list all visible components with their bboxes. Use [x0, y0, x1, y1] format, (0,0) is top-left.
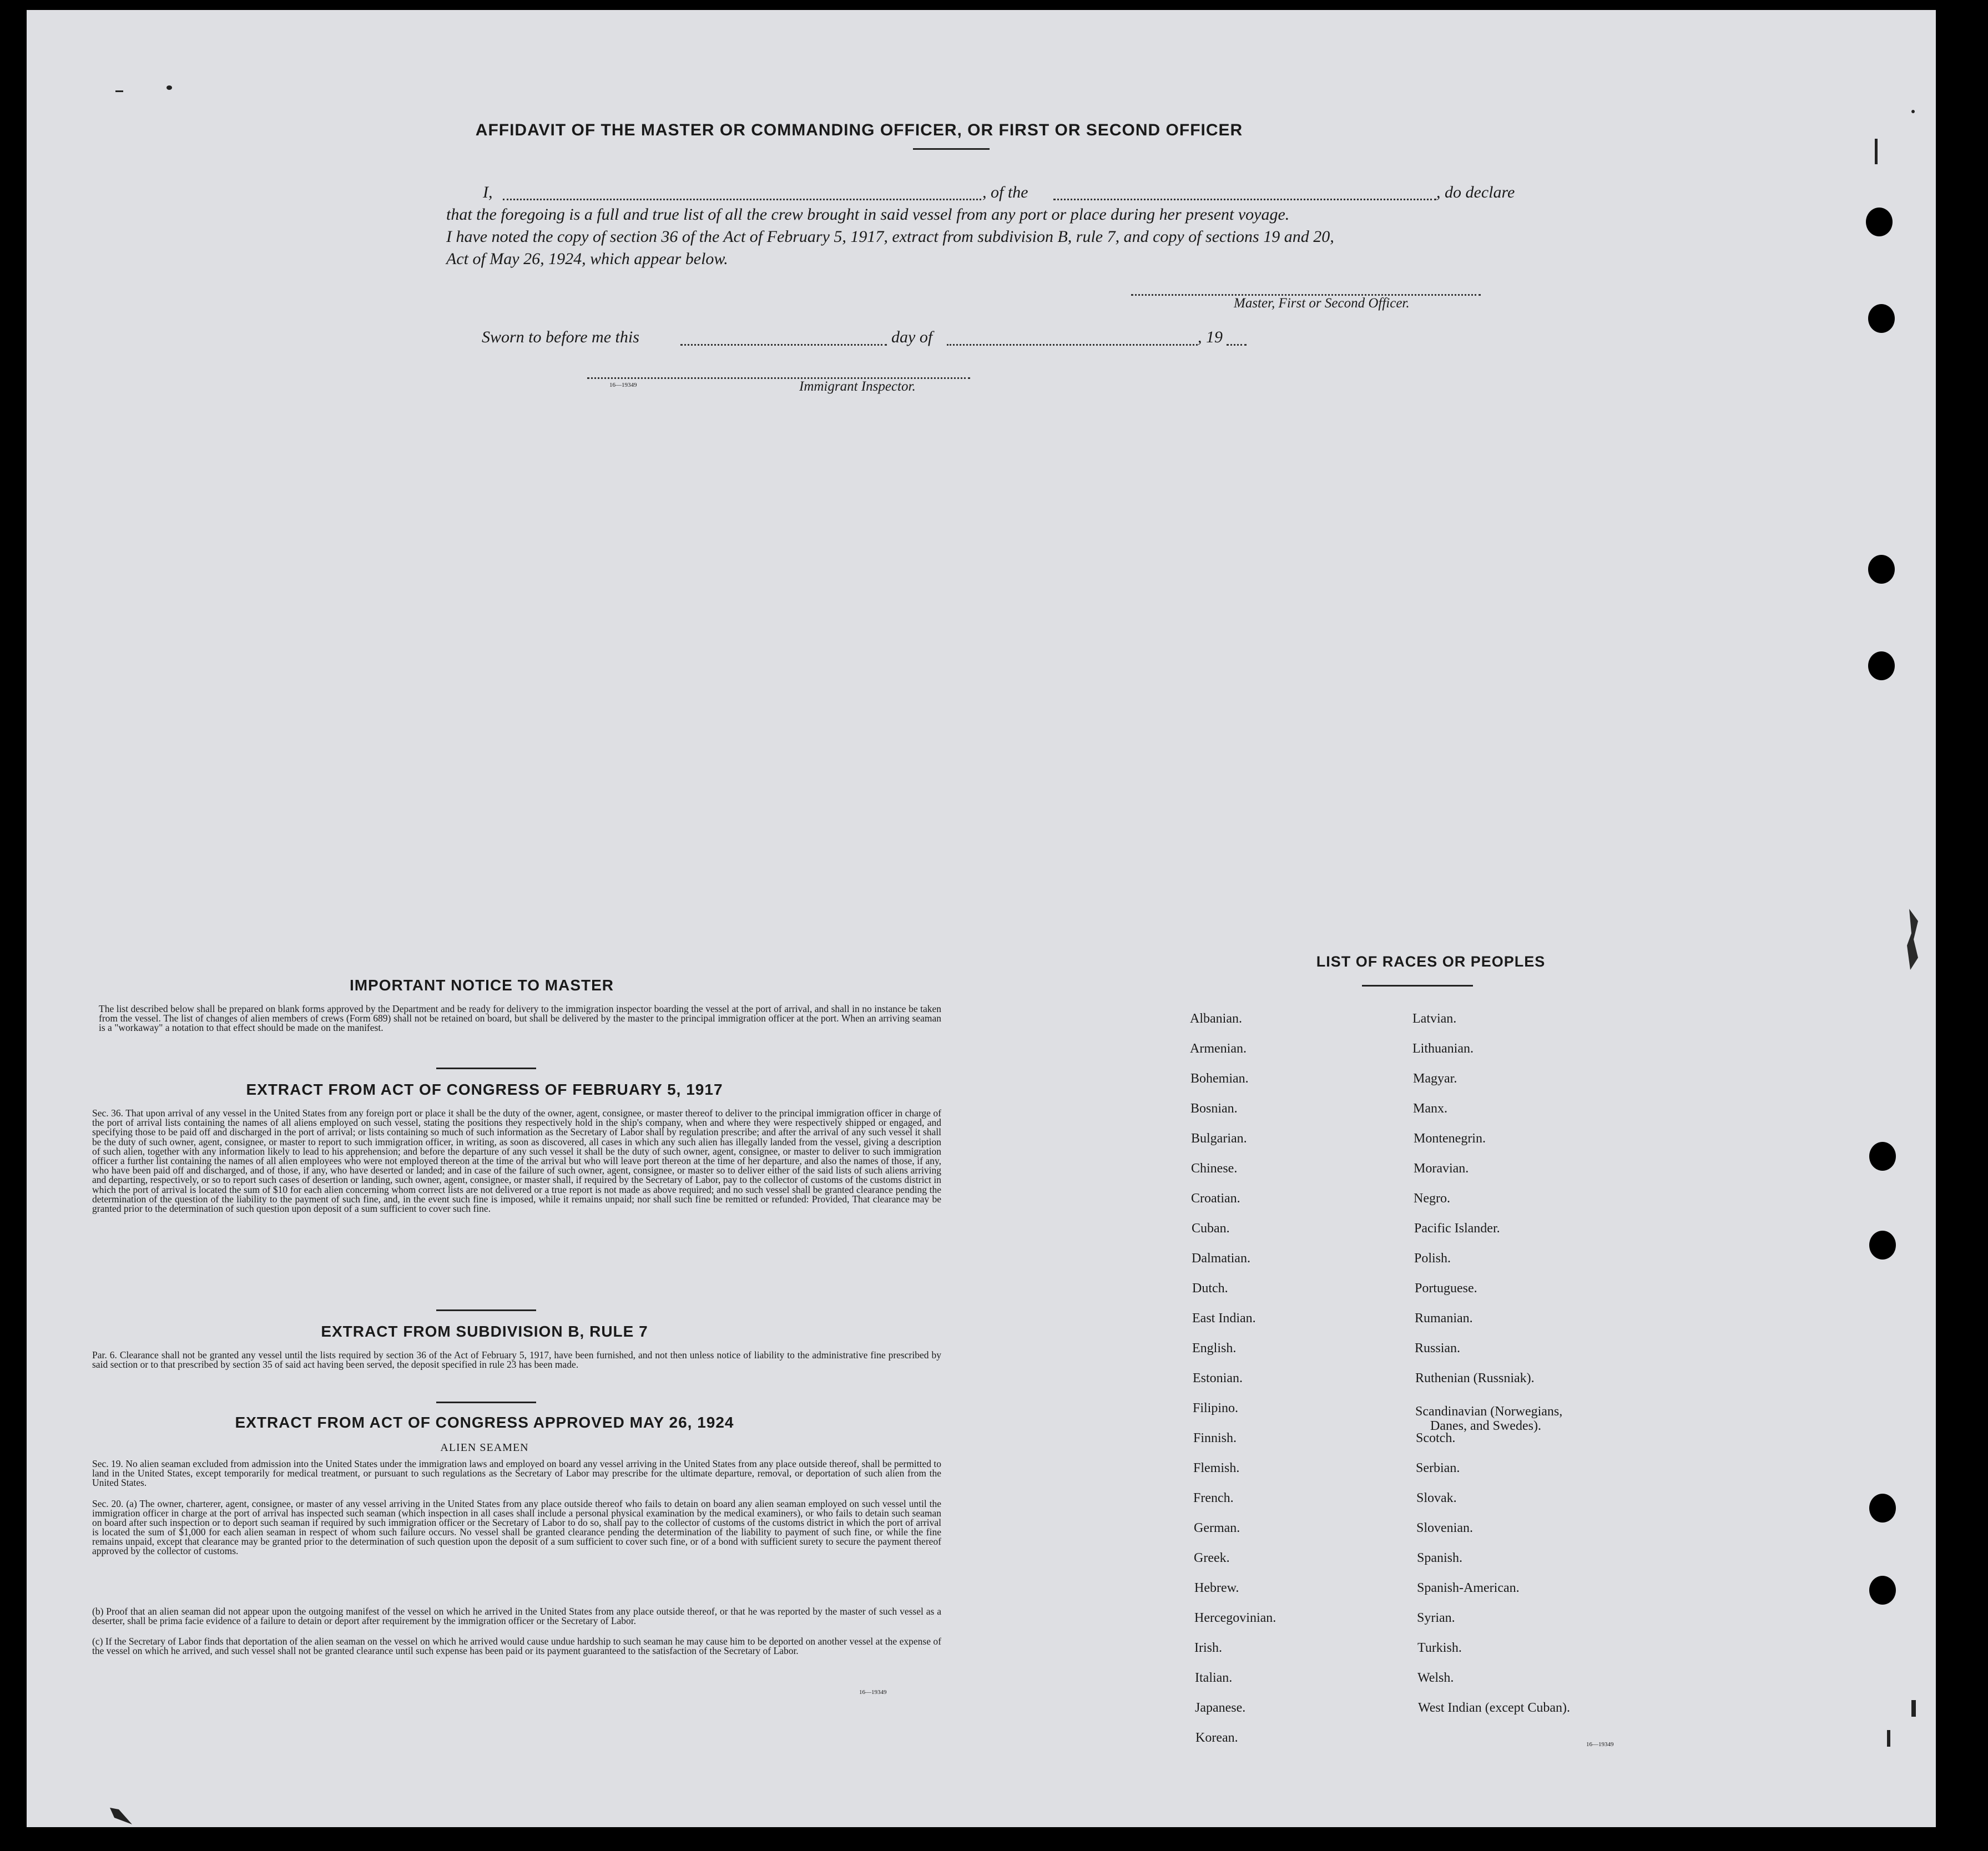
race-item: Lithuanian.	[1412, 1041, 1474, 1056]
race-item: Pacific Islander.	[1414, 1221, 1500, 1236]
scan-speck	[115, 90, 123, 92]
race-item: Russian.	[1415, 1341, 1461, 1356]
races-title: LIST OF RACES OR PEOPLES	[1316, 953, 1546, 970]
race-item: Filipino.	[1193, 1401, 1239, 1415]
race-item: Magyar.	[1413, 1071, 1457, 1086]
extract-1917-title: EXTRACT FROM ACT OF CONGRESS OF FEBRUARY 5, 1917	[246, 1081, 723, 1098]
race-item: Hebrew.	[1194, 1581, 1239, 1595]
affidavit-i-label: I,	[483, 183, 493, 201]
punch-hole	[1869, 1576, 1896, 1605]
race-item: East Indian.	[1192, 1311, 1256, 1326]
race-item: West Indian (except Cuban).	[1418, 1701, 1570, 1715]
form-number-bottom-left: 16—19349	[859, 1689, 887, 1696]
sworn-day-blank[interactable]	[680, 332, 887, 346]
rule-7-title: EXTRACT FROM SUBDIVISION B, RULE 7	[321, 1323, 648, 1340]
race-item: Bosnian.	[1190, 1101, 1238, 1116]
affidavit-title: AFFIDAVIT OF THE MASTER OR COMMANDING OFFICER, OR FIRST OR SECOND OFFICER	[475, 121, 1243, 139]
race-item: Montenegrin.	[1414, 1131, 1486, 1146]
sec-20c-text: (c) If the Secretary of Labor finds that deportation of the alien seaman on the vessel on which he arrived would cause undue hardship to such seaman he may cause him to be deported on another vessel at the expense of the vessel on which he arrived, and such vessel shall not be granted clearance until such expense has been paid or its payment guaranteed to the satisfaction of the Secretary of Labor.	[92, 1636, 941, 1656]
inspector-caption: Immigrant Inspector.	[799, 379, 916, 394]
race-item: Dutch.	[1192, 1281, 1228, 1296]
divider-3	[436, 1402, 536, 1403]
extract-1924-title: EXTRACT FROM ACT OF CONGRESS APPROVED MAY 26, 1924	[235, 1414, 734, 1431]
races-divider	[1362, 985, 1473, 987]
alien-seamen-subtitle: ALIEN SEAMEN	[440, 1442, 529, 1454]
race-item: Hercegovinian.	[1194, 1611, 1276, 1625]
year-label: , 19	[1198, 328, 1223, 346]
race-item: Slovak.	[1416, 1491, 1457, 1505]
race-item: Flemish.	[1193, 1461, 1240, 1475]
form-page	[27, 10, 1936, 1827]
notice-body: The list described below shall be prepared on blank forms approved by the Department and be ready for delivery to the immigration inspector boarding the vessel at the port of arrival, and shall in no instance be taken from the vessel. The list of changes of alien members of crews (Form 689) shall not be retained on board, but shall be delivered by the master to the principal immigration officer at the port. When an arriving seaman is a "workaway" a notation to that effect should be made on the manifest.	[99, 1003, 941, 1033]
race-item: Scotch.	[1416, 1431, 1456, 1445]
race-item: German.	[1194, 1521, 1240, 1535]
race-item: Spanish-American.	[1417, 1581, 1520, 1595]
vessel-blank-line[interactable]	[1053, 186, 1436, 200]
race-item: Moravian.	[1414, 1161, 1469, 1176]
scan-mark	[1887, 1730, 1890, 1747]
sec-19-text: Sec. 19. No alien seaman excluded from admission into the United States under the immigration laws and employed on board any vessel arriving in the United States from any place outside thereof, shall be permitted to land in the United States, except temporarily for medical treatment, or pursuant to such regulations as the Secretary of Labor may prescribe for the ultimate departure, removal, or deportation of such alien from the United States.	[92, 1458, 941, 1488]
race-item: Armenian.	[1190, 1041, 1247, 1056]
race-item: Rumanian.	[1415, 1311, 1473, 1326]
year-blank[interactable]	[1227, 332, 1247, 346]
day-of-label: day of	[891, 328, 933, 346]
punch-hole	[1866, 208, 1893, 236]
sworn-label: Sworn to before me this	[482, 328, 639, 346]
affidavit-line-2: that the foregoing is a full and true list of all the crew brought in said vessel from any port or place during her present voyage.	[446, 205, 1290, 224]
inspector-signature-line[interactable]	[587, 371, 970, 379]
scan-mark	[110, 1808, 132, 1824]
race-item: Syrian.	[1417, 1611, 1455, 1625]
race-item: Spanish.	[1417, 1551, 1463, 1565]
affidavit-of-the: , of the	[982, 183, 1028, 201]
race-item: Chinese.	[1191, 1161, 1238, 1176]
scan-mark	[1907, 909, 1918, 970]
punch-hole	[1868, 651, 1895, 680]
punch-hole	[1869, 1231, 1896, 1260]
race-item: Latvian.	[1412, 1012, 1457, 1026]
sec-20a-text: Sec. 20. (a) The owner, charterer, agent, consignee, or master of any vessel arriving in the United States from any place outside thereof who fails to detain on board any alien seaman employed on such vessel until the immigration officer in charge at the port of arrival has inspected such seaman (which inspection in all cases shall include a personal physical examination by the medical examiners), or who fails to detain such seaman on board after such inspection or to deport such seaman if required by such immigration officer or the Secretary of Labor to do so, shall pay to the collector of customs of the customs district in which the port of arrival is located the sum of $1,000 for each alien seaman in respect of whom such failure occurs. No vessel shall be granted clearance pending the determination of the liability to payment of such fine, or while the fine remains unpaid, except that clearance may be granted prior to the determination of such question upon the deposit of a sum sufficient to cover such fine, or of a bond with sufficient surety to secure the payment thereof approved by the collector of customs.	[92, 1498, 941, 1556]
race-item: Manx.	[1413, 1101, 1447, 1116]
officer-signature-line[interactable]	[1131, 287, 1481, 296]
affidavit-do-declare: , do declare	[1436, 183, 1515, 201]
race-item: Finnish.	[1193, 1431, 1237, 1445]
race-item: Serbian.	[1416, 1461, 1460, 1475]
sworn-month-blank[interactable]	[947, 332, 1198, 346]
form-number-top: 16—19349	[609, 382, 637, 388]
affidavit-line-3: I have noted the copy of section 36 of the Act of February 5, 1917, extract from subdivision B, rule 7, and copy of sections 19 and 20,	[446, 227, 1334, 246]
race-item: Irish.	[1194, 1641, 1222, 1655]
race-item: Italian.	[1195, 1671, 1233, 1685]
race-item: Estonian.	[1193, 1371, 1243, 1385]
race-item: Polish.	[1414, 1251, 1451, 1266]
scan-speck	[166, 85, 172, 90]
scan-mark	[1911, 1700, 1916, 1717]
race-item: English.	[1192, 1341, 1237, 1356]
race-item: Bulgarian.	[1191, 1131, 1247, 1146]
race-item: Greek.	[1194, 1551, 1230, 1565]
race-item: Scandinavian (Norwegians,	[1415, 1404, 1563, 1419]
scan-mark	[1875, 139, 1878, 164]
extract-1917-body: Sec. 36. That upon arrival of any vessel in the United States from any foreign port or place it shall be the duty of the owner, agent, consignee, or master thereof to deliver to the principal immigration officer in charge of the port of arrival lists containing the names of all aliens employed on such vessel, stating the positions they respectively hold in the ship's company, when and where they were respectively shipped or engaged, and specifying those to be paid off and discharged in the port of arrival; or lists containing so much of such information as the Secretary of Labor shall by regulation prescribe; and after the arrival of any such vessel it shall be the duty of such owner, agent, consignee, or master to report to such immigration officer, in writing, as soon as discovered, all cases in which any such alien has illegally landed from the vessel, giving a description of such alien, together with any information likely to lead to his apprehension; and before the departure of any such vessel it shall be the duty of such owner, agent, consignee, or master to deliver to such immigration officer a further list containing the names of all alien employees who were not employed thereon at the time of the arrival but who will leave port thereon at the time of her departure, and also the names of those, if any, who have been paid off and discharged, and of those, if any, who have deserted or landed; and in case of the failure of such owner, agent, consignee, or master so to deliver either of the said lists of such aliens arriving and departing, respectively, or so to report such cases of desertion or landing, such owner, agent, consignee, or master shall, if required by the Secretary of Labor, pay to the collector of customs of the customs district in which the port of arrival is located the sum of $10 for each alien concerning whom correct lists are not delivered or a true report is not made as above required; and no such vessel shall be granted clearance pending the determination of the question of the liability to the payment of such fine, and, in the event such fine is imposed, while it remains unpaid; nor shall such fine be remitted or refunded: Provided, That clearance may be granted prior to the determination of such question upon deposit of a sum sufficient to cover such fine.	[92, 1107, 941, 1215]
race-item: Slovenian.	[1416, 1521, 1473, 1535]
scan-speck	[1911, 110, 1915, 113]
divider-2	[436, 1309, 536, 1311]
title-divider	[913, 148, 990, 150]
race-item: Croatian.	[1191, 1191, 1240, 1206]
race-item: Japanese.	[1195, 1701, 1246, 1715]
race-item: French.	[1193, 1491, 1234, 1505]
race-item: Negro.	[1414, 1191, 1450, 1206]
divider-1	[436, 1068, 536, 1069]
punch-hole	[1869, 1142, 1896, 1171]
race-item: Danes, and Swedes).	[1430, 1419, 1541, 1433]
punch-hole	[1868, 555, 1895, 584]
notice-title: IMPORTANT NOTICE TO MASTER	[349, 977, 614, 994]
race-item: Bohemian.	[1190, 1071, 1249, 1086]
race-item: Ruthenian (Russniak).	[1415, 1371, 1535, 1385]
race-item: Korean.	[1195, 1731, 1238, 1745]
affidavit-line-4: Act of May 26, 1924, which appear below.	[446, 250, 728, 268]
rule-7-body: Par. 6. Clearance shall not be granted any vessel until the lists required by section 36 of the Act of February 5, 1917, have been furnished, and not then unless notice of liability to the administrative fine prescribed by said section or to that prescribed by section 35 of said act having been served, the deposit specified in rule 23 has been made.	[92, 1349, 941, 1370]
race-item: Cuban.	[1192, 1221, 1230, 1236]
race-item: Dalmatian.	[1192, 1251, 1250, 1266]
race-item: Albanian.	[1190, 1012, 1242, 1026]
officer-caption: Master, First or Second Officer.	[1234, 296, 1410, 311]
race-item: Portuguese.	[1415, 1281, 1477, 1296]
race-item: Turkish.	[1417, 1641, 1462, 1655]
name-blank-line[interactable]	[503, 186, 981, 200]
sec-20b-text: (b) Proof that an alien seaman did not appear upon the outgoing manifest of the vessel on which he arrived in the United States from any place outside thereof, or that he was reported by the master of such vessel as a deserter, shall be prima facie evidence of a failure to detain or deport after requirement by the immigration officer or the Secretary of Labor.	[92, 1606, 941, 1626]
punch-hole	[1869, 1494, 1896, 1523]
punch-hole	[1868, 304, 1895, 333]
race-item: Welsh.	[1417, 1671, 1454, 1685]
form-number-bottom-right: 16—19349	[1586, 1741, 1614, 1748]
